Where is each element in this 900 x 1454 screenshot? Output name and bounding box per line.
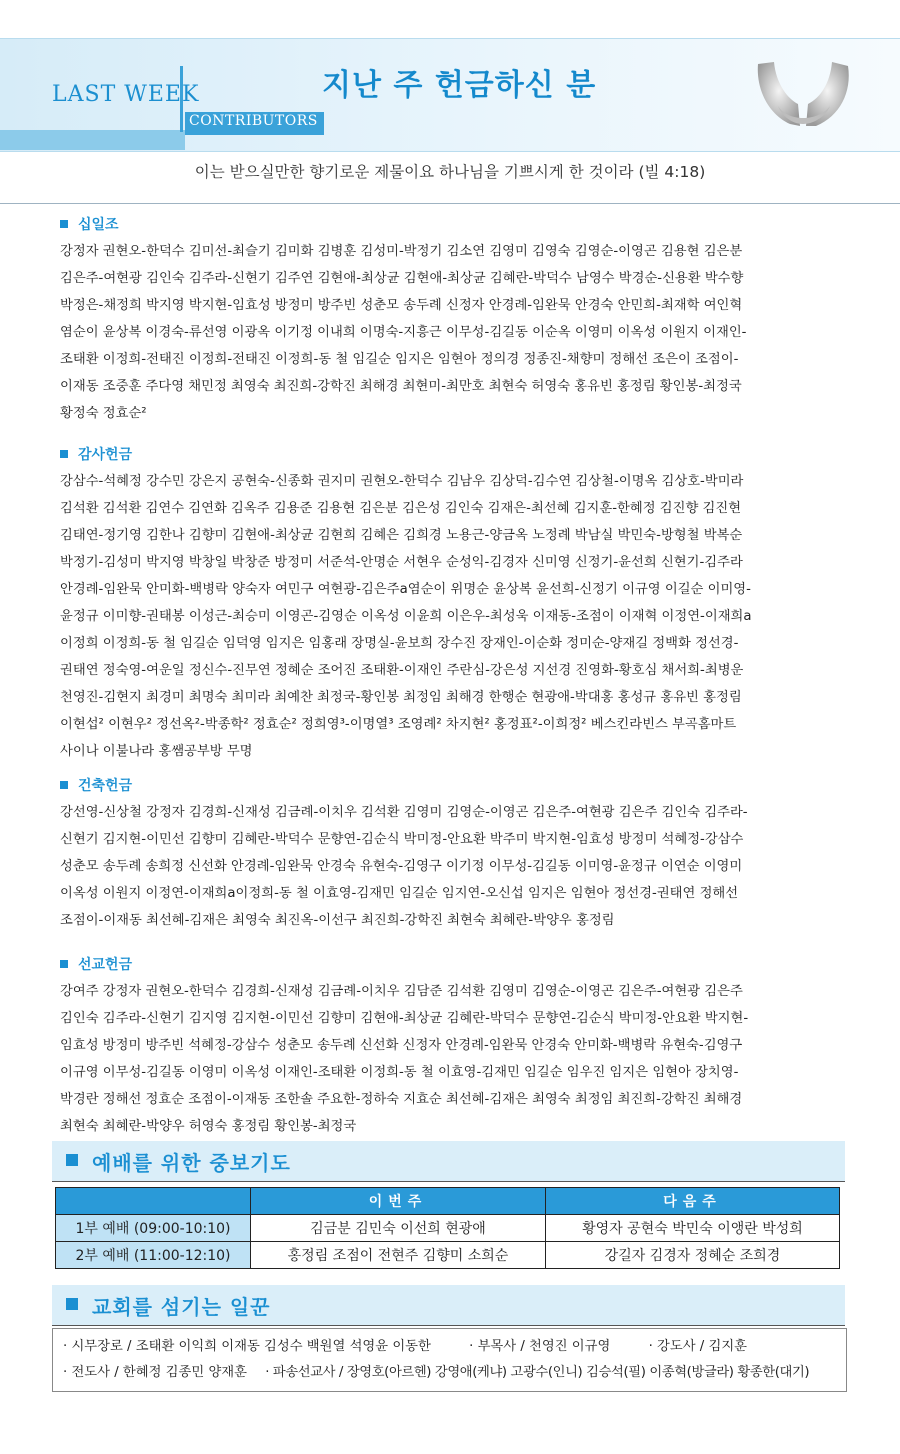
name-line: 강여주 강정자 권현오-한덕수 김경희-신재성 김금례-이치우 김담준 김석환 김영미 김영순-이영곤 김은주-여현광 김은주 (60, 984, 743, 999)
table-header-next-week: 다음주 (546, 1188, 840, 1215)
name-line: 황정숙 정효순² (60, 406, 147, 421)
workers-row (63, 1360, 809, 1386)
last-week-label: LAST WEEK (52, 82, 200, 107)
section-heading: 십일조 (60, 214, 860, 234)
workers-row (63, 1334, 781, 1360)
table-row (56, 1215, 840, 1242)
service-slot: 1부 예배 (09:00-10:10) (56, 1215, 251, 1242)
name-line: 이옥성 이원지 이정연-이재희a이정희-동 철 이효영-김재민 임길순 임지연-오신섭 임지은 임현아 정선경-권태연 정해선 (60, 886, 739, 901)
this-week-names: 홍정림 조점이 전현주 김향미 소희순 (251, 1242, 546, 1269)
hands-icon (748, 44, 858, 148)
name-line: 염순이 윤상복 이경숙-류선영 이광옥 이기정 이내희 이명숙-지흥근 이무성-김길동 이순옥 이영미 이옥성 이원지 이재인- (60, 325, 747, 340)
divider-line (0, 203, 900, 204)
name-line: 이재동 조중훈 주다영 채민정 최영숙 최진희-강학진 최해경 최현미-최만호 최현숙 허영숙 홍유빈 홍정림 황인봉-최정국 (60, 379, 742, 394)
next-week-names: 황영자 공현숙 박민숙 이앵란 박성희 (546, 1215, 840, 1242)
bullet-square-icon (66, 1154, 78, 1166)
section-building (60, 775, 860, 934)
name-line: 조태환 이정희-전태진 이정희-전태진 이정희-동 철 임길순 임지은 임현아 정의경 정종진-채향미 정해선 조은이 조점이- (60, 352, 739, 367)
workers-section-title: 교회를 섬기는 일꾼 (92, 1295, 271, 1319)
contributor-names (60, 799, 860, 934)
table-header-this-week: 이번주 (251, 1188, 546, 1215)
name-line: 이현섭² 이현우² 정선옥²-박종학² 정효순² 정희영³-이명열³ 조영례² 차지현² 홍정표²-이희정² 베스킨라빈스 부곡홈마트 (60, 717, 737, 732)
name-line: 이정희 이정희-동 철 임길순 임덕영 임지은 임홍래 장명실-윤보희 장수진 장재인-이순화 정미순-양재길 정백화 정선경- (60, 636, 739, 651)
contributor-names (60, 468, 860, 765)
name-line: 김석환 김석환 김연수 김연화 김옥주 김용준 김용현 김은분 김은성 김인숙 김재은-최선혜 김지훈-한혜정 김진향 김진현 (60, 501, 742, 516)
name-line: 천영진-김현지 최경미 최명숙 최미라 최예찬 최정국-황인봉 최정임 최해경 한행순 현광애-박대홍 홍성규 홍유빈 홍정림 (60, 690, 742, 705)
name-line: 박정기-김성미 박지영 박창일 박창준 방정미 서준석-안명순 서현우 순성익-김경자 신미영 신정기-윤선희 신현기-김주라 (60, 555, 743, 570)
bullet-square-icon (60, 450, 68, 458)
bullet-square-icon (60, 781, 68, 789)
name-line: 김인숙 김주라-신현기 김지영 김지현-이민선 김향미 김현애-최상균 김혜란-박덕수 문향연-김순식 박미정-안요환 박지현- (60, 1011, 749, 1026)
section-mission (60, 954, 860, 1140)
workers-section-band (52, 1285, 845, 1326)
name-line: 박정은-채정희 박지영 박지현-임효성 방정미 방주빈 성춘모 송두례 신정자 안경례-임완묵 안경숙 안민희-최재학 여인혁 (60, 298, 743, 313)
name-line: 임효성 방정미 방주빈 석혜정-강삼수 성춘모 송두례 신선화 신정자 안경례-임완묵 안경숙 안미화-백병락 유현숙-김영구 (60, 1038, 743, 1053)
worker-entry: · 강도사 / 김지훈 (648, 1339, 748, 1354)
name-line: 강정자 권현오-한덕수 김미선-최슬기 김미화 김병훈 김성미-박정기 김소연 김영미 김영숙 김영순-이영곤 김용현 김은분 (60, 244, 743, 259)
name-line: 권태연 정숙영-여운일 정신수-진무연 정혜순 조어진 조태환-이재인 주란심-강은성 지선경 진영화-황호심 채서희-최병운 (60, 663, 744, 678)
contributors-label: CONTRIBUTORS (185, 112, 324, 135)
worker-entry: · 전도사 / 한혜정 김종민 양재훈 (63, 1365, 247, 1380)
name-line: 박경란 정해선 정효순 조점이-이재동 조한솔 주요한-정하숙 지효순 최선혜-김재은 최영숙 최정임 최진희-강학진 최해경 (60, 1092, 743, 1107)
service-slot: 2부 예배 (11:00-12:10) (56, 1242, 251, 1269)
bullet-square-icon (60, 960, 68, 968)
this-week-names: 김금분 김민숙 이선희 현광애 (251, 1215, 546, 1242)
worker-entry: · 파송선교사 / 장영호(아르헨) 강영애(케냐) 고광수(인니) 김승석(필) 이종혁(방글라) 황종한(대기) (265, 1365, 810, 1380)
prayer-section-title: 예배를 위한 중보기도 (92, 1151, 291, 1175)
prayer-table (55, 1187, 840, 1269)
name-line: 신현기 김지현-이민선 김향미 김혜란-박덕수 문향연-김순식 박미정-안요환 박주미 박지현-임효성 방정미 석혜정-강삼수 (60, 832, 744, 847)
section-heading: 건축헌금 (60, 775, 860, 795)
table-header-row (56, 1188, 840, 1215)
name-line: 안경례-임완묵 안미화-백병락 양숙자 여민구 여현광-김은주a염순이 위명순 윤상복 윤선희-신정기 이규영 이길순 이미영- (60, 582, 751, 597)
table-header-blank (56, 1188, 251, 1215)
table-row (56, 1242, 840, 1269)
name-line: 최현숙 최혜란-박양우 허영숙 홍정림 황인봉-최정국 (60, 1119, 357, 1134)
name-line: 김은주-여현광 김인숙 김주라-신현기 김주연 김현애-최상균 김현애-최상균 김혜란-박덕수 남영수 박경순-신용환 박수향 (60, 271, 744, 286)
name-line: 강삼수-석혜정 강수민 강은지 공현숙-신종화 권지미 권현오-한덕수 김남우 김상덕-김수연 김상철-이명옥 김상호-박미라 (60, 474, 744, 489)
name-line: 사이나 이불나라 홍쌤공부방 무명 (60, 744, 253, 759)
name-line: 강선영-신상철 강정자 김경희-신재성 김금례-이치우 김석환 김영미 김영순-이영곤 김은주-여현광 김은주 김인숙 김주라- (60, 805, 748, 820)
worker-entry: · 부목사 / 천영진 이규영 (469, 1339, 611, 1354)
bullet-square-icon (66, 1298, 78, 1310)
next-week-names: 강길자 김경자 정혜순 조희경 (546, 1242, 840, 1269)
name-line: 조점이-이재동 최선혜-김재은 최영숙 최진옥-이선구 최진희-강학진 최현숙 최혜란-박양우 홍정림 (60, 913, 615, 928)
contributor-names (60, 238, 860, 427)
bullet-square-icon (60, 220, 68, 228)
name-line: 성춘모 송두례 송희정 신선화 안경례-임완묵 안경숙 유현숙-김영구 이기정 이무성-김길동 이미영-윤정규 이연순 이영미 (60, 859, 743, 874)
verse-text: 이는 받으실만한 향기로운 제물이요 하나님을 기쁘시게 한 것이라 (빌 4:18) (194, 163, 706, 181)
page-title: 지난 주 헌금하신 분 (322, 68, 597, 103)
section-tithe (60, 214, 860, 427)
section-thanksgiving (60, 444, 860, 765)
name-line: 김태연-정기영 김한나 김향미 김현애-최상균 김현희 김혜은 김희경 노용근-양금옥 노정례 박남실 박민숙-방형철 박복순 (60, 528, 743, 543)
name-line: 윤정규 이미향-권태봉 이성근-최승미 이영곤-김영순 이옥성 이윤희 이은우-최성욱 이재동-조점이 이재혁 이정연-이재희a (60, 609, 752, 624)
name-line: 이규영 이무성-김길동 이영미 이옥성 이재인-조태환 이정희-동 철 이효영-김재민 임길순 임우진 임지은 임현아 장치영- (60, 1065, 739, 1080)
workers-box (52, 1328, 847, 1392)
section-heading: 감사헌금 (60, 444, 860, 464)
section-heading: 선교헌금 (60, 954, 860, 974)
worker-entry: · 시무장로 / 조태환 이익희 이재동 김성수 백원열 석영윤 이동한 (63, 1339, 431, 1354)
contributor-names (60, 978, 860, 1140)
header-accent-bar (0, 130, 185, 150)
prayer-section-band (52, 1141, 845, 1182)
